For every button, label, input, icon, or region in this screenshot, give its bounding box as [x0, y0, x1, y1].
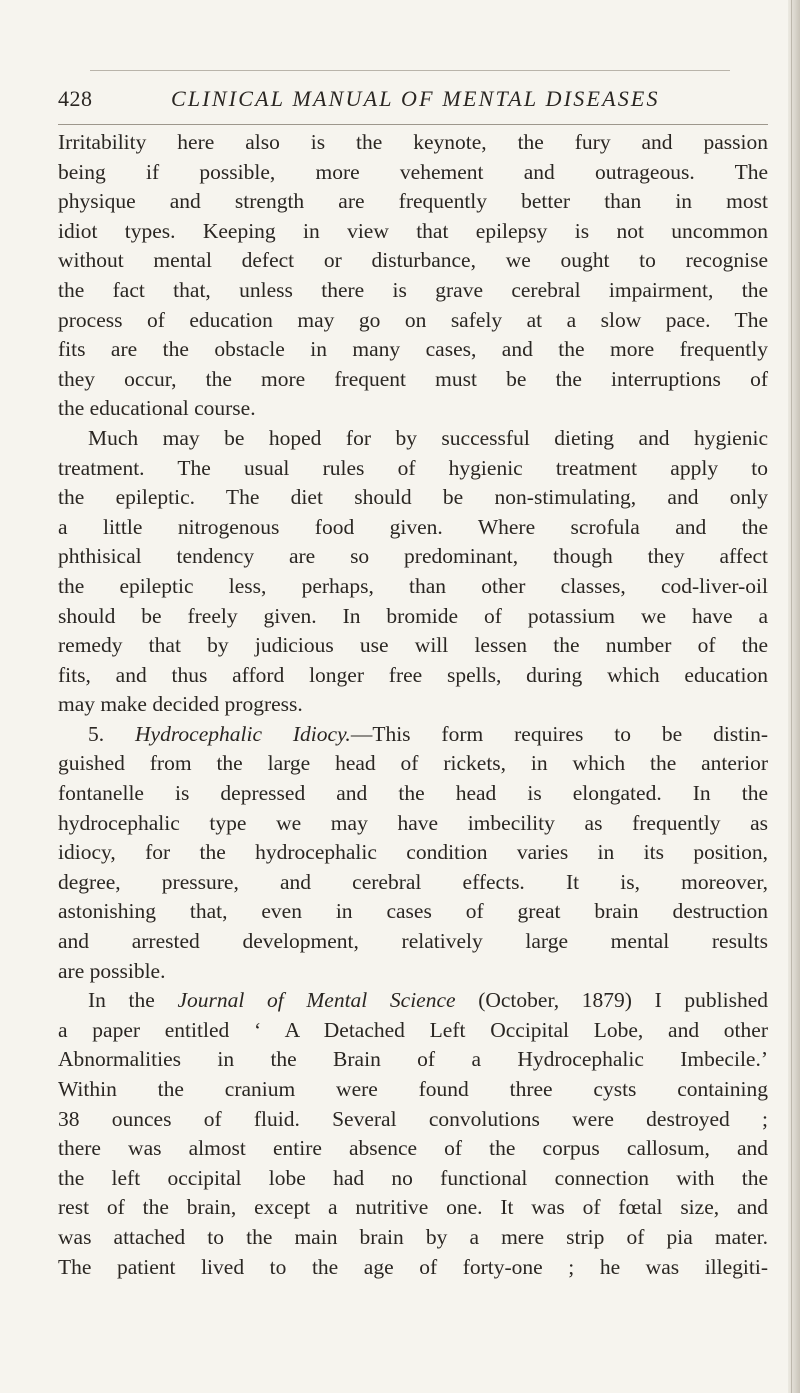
text-line: Abnormalities in the Brain of a Hydrocephalic Imbecile.’	[58, 1047, 768, 1072]
top-rule	[90, 70, 730, 71]
page-edge-line	[791, 0, 792, 1393]
text-line: are possible.	[58, 958, 166, 983]
text-line: the left occipital lobe had no functional connection with the	[58, 1165, 768, 1190]
page-number: 428	[58, 86, 93, 111]
text-line: the educational course.	[58, 396, 256, 421]
text-line: remedy that by judicious use will lessen the number of the	[58, 633, 768, 658]
page-body	[58, 128, 768, 1282]
text-line: fits are the obstacle in many cases, and the more frequently	[58, 337, 768, 362]
text-line: Within the cranium were found three cysts containing	[58, 1077, 768, 1101]
text-line: phthisical tendency are so predominant, though they affect	[58, 544, 768, 569]
text-line: the epileptic less, perhaps, than other classes, cod-liver-oil	[58, 573, 768, 598]
text-line: should be freely given. In bromide of potassium we have a	[58, 603, 768, 628]
text-line: Much may be hoped for by successful dieting and hygienic	[88, 425, 768, 450]
text-line: physique and strength are frequently better than in most	[58, 189, 768, 214]
text-line: degree, pressure, and cerebral effects. It is, moreover,	[58, 869, 768, 894]
text-line: guished from the large head of rickets, in which the anterior	[58, 751, 768, 776]
text-line: Irritability here also is the keynote, the fury and passion	[58, 130, 768, 154]
text-line: fits, and thus afford longer free spells, during which education	[58, 662, 768, 687]
text-line: fontanelle is depressed and the head is elongated. In the	[58, 781, 768, 806]
journal-prefix: In the	[88, 988, 178, 1013]
text-line: a paper entitled ‘ A Detached Left Occipital Lobe, and other	[58, 1017, 768, 1042]
text-line: idiocy, for the hydrocephalic condition varies in its position,	[58, 840, 768, 865]
text-line: process of education may go on safely at a slow pace. The	[58, 307, 768, 332]
text-line: there was almost entire absence of the corpus callosum, and	[58, 1136, 768, 1161]
section-title: Hydrocephalic Idiocy.	[135, 721, 351, 746]
header-rule	[58, 124, 768, 125]
page-header	[58, 84, 778, 120]
running-head: CLINICAL MANUAL OF MENTAL DISEASES	[171, 86, 660, 111]
section-number: 5.	[88, 721, 105, 746]
text-line: being if possible, more vehement and outrageous. The	[58, 159, 768, 184]
section-heading-line	[58, 720, 768, 750]
text-line: the epileptic. The diet should be non-stimulating, and only	[58, 485, 768, 510]
text-line: treatment. The usual rules of hygienic treatment apply to	[58, 455, 768, 480]
text-line: astonishing that, even in cases of great brain destruction	[58, 899, 768, 924]
text-line: idiot types. Keeping in view that epilepsy is not uncommon	[58, 218, 768, 243]
text-line: and arrested development, relatively large mental results	[58, 929, 768, 954]
text-line: The patient lived to the age of forty-one ; he was illegiti-	[58, 1254, 768, 1279]
text-line: without mental defect or disturbance, we ought to recognise	[58, 248, 768, 273]
journal-reference-line	[58, 986, 768, 1016]
text-line: a little nitrogenous food given. Where scrofula and the	[58, 514, 768, 539]
text-line: rest of the brain, except a nutritive one. It was of fœtal size, and	[58, 1195, 768, 1220]
text-line: they occur, the more frequent must be the interruptions of	[58, 366, 768, 391]
text-line: was attached to the main brain by a mere strip of pia mater.	[58, 1224, 768, 1249]
text-line: hydrocephalic type we may have imbecility as frequently as	[58, 810, 768, 835]
text-line: 38 ounces of fluid. Several convolutions were destroyed ;	[58, 1106, 768, 1131]
journal-title: Journal of Mental Science	[177, 988, 456, 1013]
text-line: the fact that, unless there is grave cerebral impairment, the	[58, 277, 768, 302]
section-first-line-text: —This form requires to be distin-	[350, 721, 769, 746]
journal-suffix: (October, 1879) I published	[455, 988, 768, 1013]
page-edge-shadow	[788, 0, 800, 1393]
text-line: may make decided progress.	[58, 692, 303, 717]
